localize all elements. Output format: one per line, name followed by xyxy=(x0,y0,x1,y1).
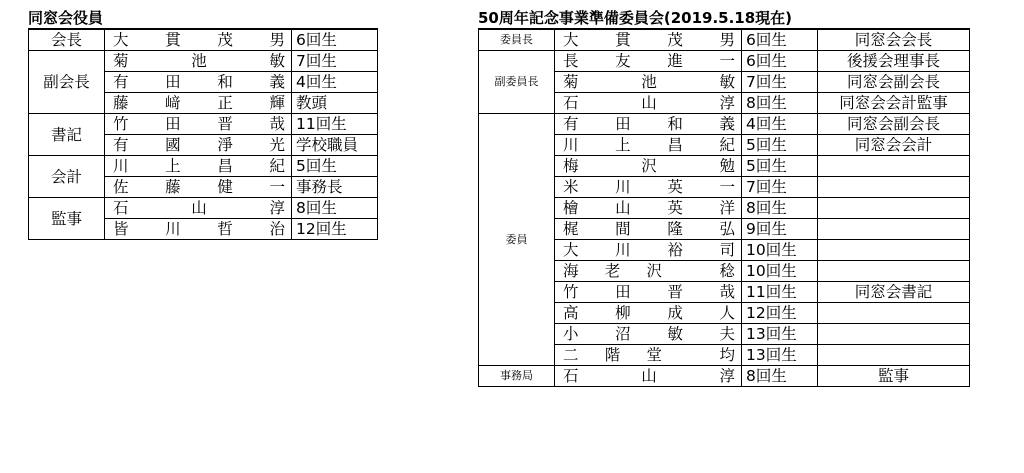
grade-cell: 8回生 xyxy=(742,198,818,219)
grade-cell: 13回生 xyxy=(742,345,818,366)
grade-cell: 7回生 xyxy=(742,72,818,93)
grade-cell: 5回生 xyxy=(742,135,818,156)
grade-cell: 6回生 xyxy=(742,51,818,72)
grade-cell: 10回生 xyxy=(742,261,818,282)
name-cell: 皆 川 哲 治 xyxy=(105,219,292,240)
note-cell: 監事 xyxy=(818,366,970,387)
role-cell: 書記 xyxy=(29,114,105,156)
name-cell: 菊 池 敏 xyxy=(105,51,292,72)
name-cell: 竹 田 晋 哉 xyxy=(555,282,742,303)
grade-cell: 5回生 xyxy=(292,156,378,177)
role-cell: 副委員長 xyxy=(479,51,555,114)
name-cell: 梅 沢 勉 xyxy=(555,156,742,177)
name-cell: 佐 藤 健 一 xyxy=(105,177,292,198)
note-cell xyxy=(818,303,970,324)
note-cell xyxy=(818,156,970,177)
anniversary-committee-section xyxy=(478,8,970,387)
grade-cell: 11回生 xyxy=(742,282,818,303)
role-cell: 会計 xyxy=(29,156,105,198)
name-cell: 川 上 昌 紀 xyxy=(105,156,292,177)
name-cell: 石 山 淳 xyxy=(105,198,292,219)
name-cell: 石 山 淳 xyxy=(555,366,742,387)
grade-cell: 事務長 xyxy=(292,177,378,198)
grade-cell: 10回生 xyxy=(742,240,818,261)
name-cell: 長 友 進 一 xyxy=(555,51,742,72)
grade-cell: 8回生 xyxy=(742,93,818,114)
name-cell: 大 貫 茂 男 xyxy=(105,29,292,51)
grade-cell: 6回生 xyxy=(292,29,378,51)
alumni-officers-table xyxy=(28,28,378,240)
note-cell xyxy=(818,261,970,282)
note-cell: 同窓会副会長 xyxy=(818,72,970,93)
note-cell: 同窓会書記 xyxy=(818,282,970,303)
grade-cell: 8回生 xyxy=(742,366,818,387)
grade-cell: 学校職員 xyxy=(292,135,378,156)
name-cell: 有 田 和 義 xyxy=(105,72,292,93)
note-cell xyxy=(818,324,970,345)
note-cell xyxy=(818,219,970,240)
table-row xyxy=(479,114,970,135)
anniversary-committee-title: 50周年記念事業準備委員会(2019.5.18現在) xyxy=(478,9,793,27)
grade-cell: 教頭 xyxy=(292,93,378,114)
name-cell: 大 川 裕 司 xyxy=(555,240,742,261)
name-cell: 小 沼 敏 夫 xyxy=(555,324,742,345)
grade-cell: 6回生 xyxy=(742,29,818,51)
name-cell: 有 田 和 義 xyxy=(555,114,742,135)
name-cell: 有 國 淨 光 xyxy=(105,135,292,156)
table-row xyxy=(29,198,378,219)
table-row xyxy=(29,156,378,177)
table-row xyxy=(479,51,970,72)
note-cell xyxy=(818,345,970,366)
name-cell: 米 川 英 一 xyxy=(555,177,742,198)
role-cell: 監事 xyxy=(29,198,105,240)
name-cell: 竹 田 晋 哉 xyxy=(105,114,292,135)
name-cell: 川 上 昌 紀 xyxy=(555,135,742,156)
note-cell: 同窓会会長 xyxy=(818,29,970,51)
grade-cell: 4回生 xyxy=(292,72,378,93)
grade-cell: 13回生 xyxy=(742,324,818,345)
grade-cell: 4回生 xyxy=(742,114,818,135)
grade-cell: 9回生 xyxy=(742,219,818,240)
grade-cell: 12回生 xyxy=(292,219,378,240)
note-cell: 同窓会会計 xyxy=(818,135,970,156)
table-row xyxy=(479,29,970,51)
role-cell: 委員 xyxy=(479,114,555,366)
grade-cell: 5回生 xyxy=(742,156,818,177)
name-cell: 菊 池 敏 xyxy=(555,72,742,93)
name-cell: 二階堂 均 xyxy=(555,345,742,366)
alumni-officers-section xyxy=(28,8,378,240)
note-cell xyxy=(818,177,970,198)
grade-cell: 11回生 xyxy=(292,114,378,135)
role-cell: 事務局 xyxy=(479,366,555,387)
note-cell: 同窓会会計監事 xyxy=(818,93,970,114)
note-cell: 後援会理事長 xyxy=(818,51,970,72)
name-cell: 梶 間 隆 弘 xyxy=(555,219,742,240)
name-cell: 大 貫 茂 男 xyxy=(555,29,742,51)
role-cell: 副会長 xyxy=(29,51,105,114)
note-cell xyxy=(818,240,970,261)
grade-cell: 12回生 xyxy=(742,303,818,324)
name-cell: 藤 﨑 正 輝 xyxy=(105,93,292,114)
name-cell: 檜 山 英 洋 xyxy=(555,198,742,219)
table-row xyxy=(29,51,378,72)
alumni-officers-title: 同窓会役員 xyxy=(28,9,104,27)
note-cell: 同窓会副会長 xyxy=(818,114,970,135)
role-cell: 委員長 xyxy=(479,29,555,51)
name-cell: 石 山 淳 xyxy=(555,93,742,114)
note-cell xyxy=(818,198,970,219)
grade-cell: 7回生 xyxy=(292,51,378,72)
grade-cell: 8回生 xyxy=(292,198,378,219)
table-row xyxy=(479,366,970,387)
name-cell: 高 柳 成 人 xyxy=(555,303,742,324)
anniversary-committee-table xyxy=(478,28,970,387)
name-cell: 海老沢 稔 xyxy=(555,261,742,282)
table-row xyxy=(29,29,378,51)
grade-cell: 7回生 xyxy=(742,177,818,198)
role-cell: 会長 xyxy=(29,29,105,51)
table-row xyxy=(29,114,378,135)
